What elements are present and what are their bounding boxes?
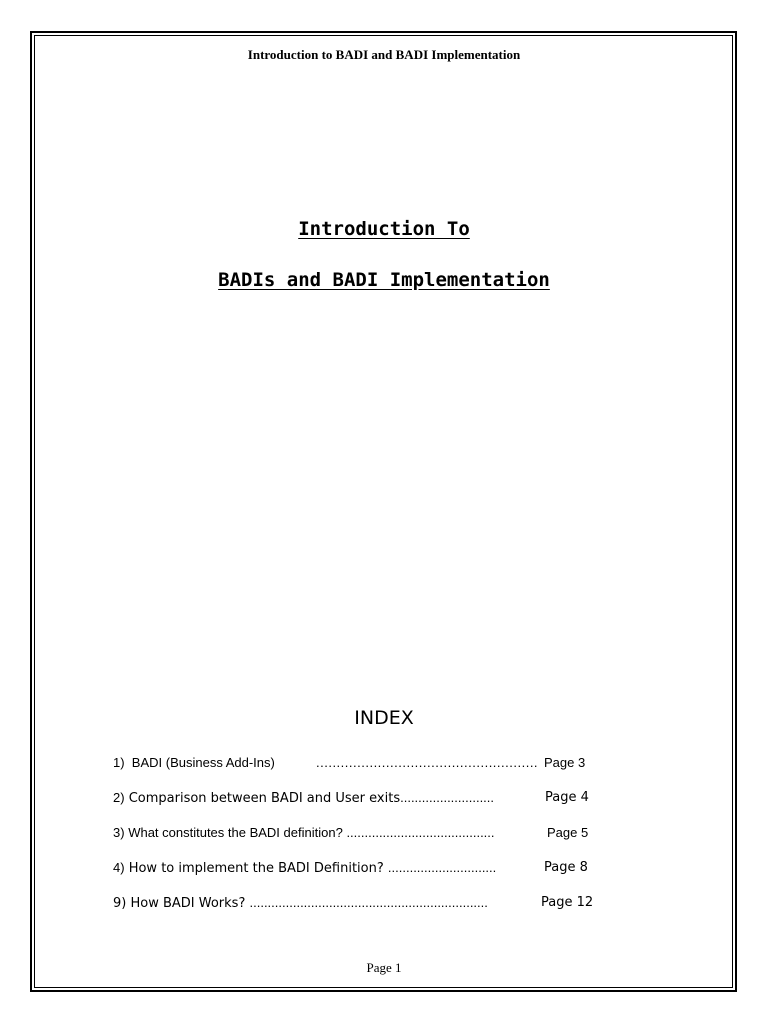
toc-entry-leader: ..............................: [387, 860, 497, 875]
toc-entry-number: 2): [113, 790, 125, 805]
toc-entry-page: Page 5: [547, 825, 589, 840]
page-footer: Page 1: [366, 960, 402, 975]
toc-entry-label: [113, 825, 495, 840]
document-title-line-1: Introduction To: [298, 218, 470, 240]
toc-entry-title: How BADI Works?: [130, 896, 246, 911]
toc-entry-page: Page 12: [541, 895, 594, 910]
running-header: Introduction to BADI and BADI Implementation: [247, 47, 521, 62]
toc-entry[interactable]: [113, 895, 613, 915]
toc-entry[interactable]: [113, 825, 603, 845]
toc-entry-title: BADI (Business Add-Ins): [131, 755, 275, 770]
toc-entry-number: 4): [113, 860, 125, 875]
toc-entry-leader: ......................................................: [316, 755, 539, 770]
toc-entry-label: [113, 860, 496, 876]
index-heading: INDEX: [354, 707, 414, 729]
toc-entry-title: What constitutes the BADI definition?: [128, 825, 343, 840]
toc-entry-page: Page 8: [544, 860, 588, 875]
toc-entry-leader: ..........................: [400, 790, 495, 805]
toc-entry-page: Page 4: [545, 790, 589, 805]
toc-entry-page: Page 3: [544, 755, 586, 770]
toc-entry-label: [113, 755, 275, 770]
toc-entry[interactable]: [113, 860, 603, 880]
document-title-line-2: BADIs and BADI Implementation: [218, 269, 550, 291]
toc-entry-label: [113, 895, 488, 911]
toc-entry-title: Comparison between BADI and User exits: [128, 791, 401, 806]
toc-entry[interactable]: [113, 790, 603, 810]
toc-entry-title: How to implement the BADI Definition?: [128, 861, 384, 876]
toc-entry[interactable]: [113, 755, 593, 775]
toc-entry-number: 1): [113, 755, 125, 770]
toc-entry-number: 3): [113, 825, 125, 840]
page-border: [30, 31, 737, 992]
toc-entry-leader: .........................................: [346, 825, 495, 840]
toc-entry-label: [113, 790, 494, 806]
toc-entry-leader: ..................................................................: [249, 895, 488, 910]
toc-entry-number: 9): [113, 896, 127, 911]
